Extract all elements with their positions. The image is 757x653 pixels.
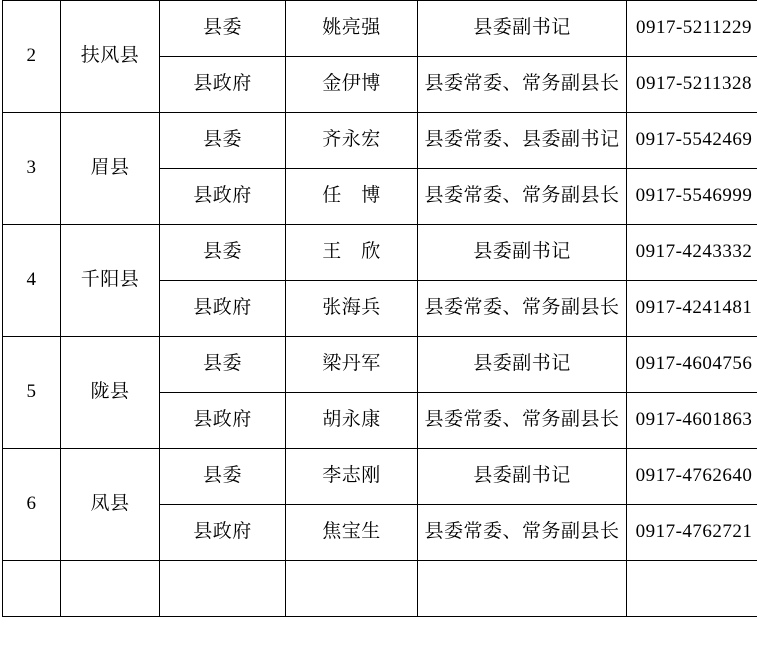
cell-phone: 0917-4601863 (627, 393, 757, 449)
cell-phone: 0917-4604756 (627, 337, 757, 393)
cell-name: 梁丹军 (286, 337, 418, 393)
cell-title: 县委常委、常务副县长 (418, 281, 627, 337)
cell-phone: 0917-5542469 (627, 113, 757, 169)
cell-name: 张海兵 (286, 281, 418, 337)
cell-phone: 0917-5211328 (627, 57, 757, 113)
cell-title: 县委常委、常务副县长 (418, 57, 627, 113)
table-row (3, 337, 757, 393)
cell-name: 金伊博 (286, 57, 418, 113)
cell-title: 县委副书记 (418, 225, 627, 281)
cell-title (418, 561, 627, 617)
cell-phone: 0917-5546999 (627, 169, 757, 225)
cell-name: 胡永康 (286, 393, 418, 449)
cell-name: 李志刚 (286, 449, 418, 505)
row-index (3, 561, 61, 617)
cell-title: 县委副书记 (418, 449, 627, 505)
cell-org: 县委 (160, 449, 286, 505)
cell-name (286, 561, 418, 617)
cell-title: 县委常委、常务副县长 (418, 393, 627, 449)
table-row (3, 449, 757, 505)
cell-org: 县政府 (160, 57, 286, 113)
row-county: 凤县 (61, 449, 160, 561)
cell-title: 县委常委、常务副县长 (418, 505, 627, 561)
cell-org: 县委 (160, 1, 286, 57)
row-index: 3 (3, 113, 61, 225)
cell-org: 县政府 (160, 393, 286, 449)
table-row (3, 1, 757, 57)
cell-name: 齐永宏 (286, 113, 418, 169)
cell-name: 焦宝生 (286, 505, 418, 561)
cell-org: 县政府 (160, 169, 286, 225)
row-index: 6 (3, 449, 61, 561)
table-row (3, 225, 757, 281)
cell-title: 县委常委、县委副书记 (418, 113, 627, 169)
row-index: 4 (3, 225, 61, 337)
cell-name: 王 欣 (286, 225, 418, 281)
row-county: 眉县 (61, 113, 160, 225)
cell-org: 县委 (160, 113, 286, 169)
cell-name: 任 博 (286, 169, 418, 225)
cell-org: 县政府 (160, 281, 286, 337)
cell-phone: 0917-5211229 (627, 1, 757, 57)
row-county: 陇县 (61, 337, 160, 449)
row-index: 5 (3, 337, 61, 449)
cell-phone: 0917-4243332 (627, 225, 757, 281)
cell-phone: 0917-4762721 (627, 505, 757, 561)
cell-org: 县委 (160, 225, 286, 281)
cell-name: 姚亮强 (286, 1, 418, 57)
row-index: 2 (3, 1, 61, 113)
row-county: 扶风县 (61, 1, 160, 113)
cell-phone: 0917-4241481 (627, 281, 757, 337)
table-row-partial (3, 561, 757, 617)
row-county (61, 561, 160, 617)
row-county: 千阳县 (61, 225, 160, 337)
cell-title: 县委常委、常务副县长 (418, 169, 627, 225)
cell-title: 县委副书记 (418, 337, 627, 393)
cell-title: 县委副书记 (418, 1, 627, 57)
cell-org: 县委 (160, 337, 286, 393)
cell-phone (627, 561, 757, 617)
cell-org: 县政府 (160, 505, 286, 561)
contact-table (2, 0, 757, 617)
cell-phone: 0917-4762640 (627, 449, 757, 505)
table-row (3, 113, 757, 169)
cell-org (160, 561, 286, 617)
